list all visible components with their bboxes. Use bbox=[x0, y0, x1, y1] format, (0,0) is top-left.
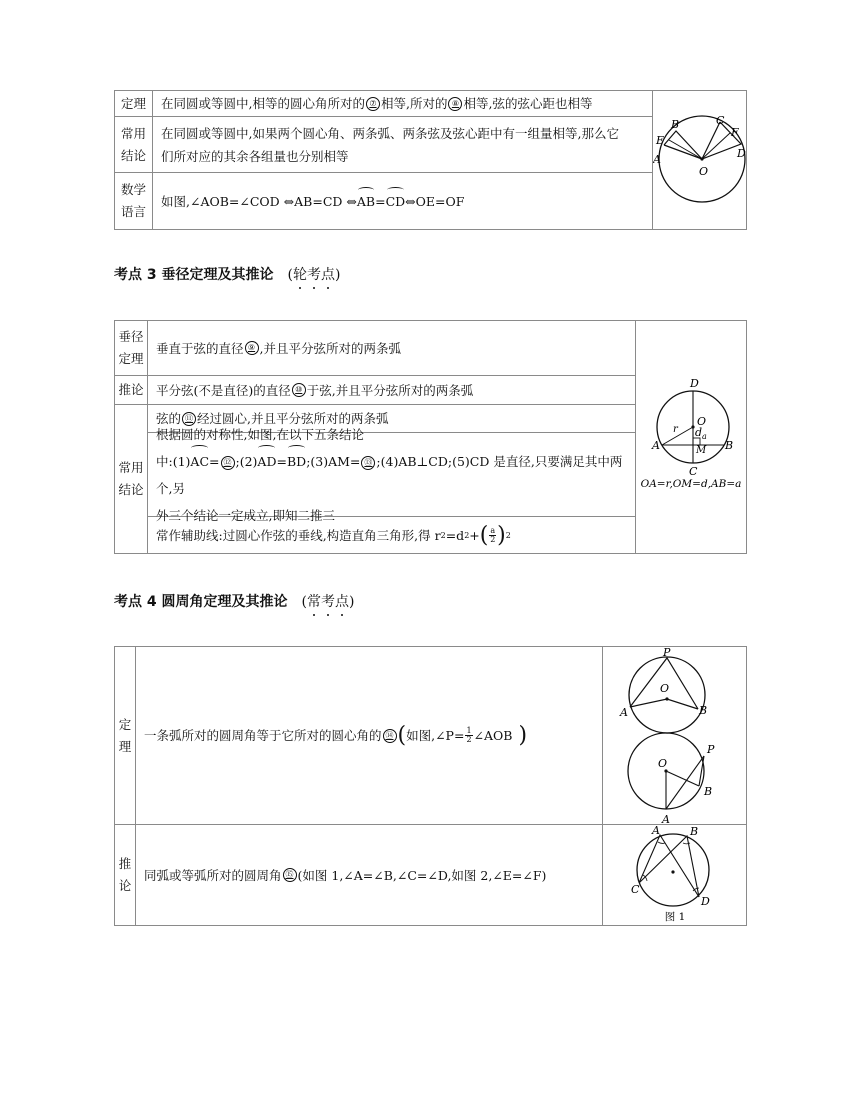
label-B: B bbox=[671, 118, 680, 131]
label-O: O bbox=[699, 165, 709, 178]
label-C: C bbox=[716, 114, 725, 127]
blank-10: ⑩ bbox=[292, 383, 306, 397]
blank-13: ⑬ bbox=[361, 456, 375, 470]
blank-14: ⑭ bbox=[383, 729, 397, 743]
blank-9: ⑨ bbox=[245, 341, 259, 355]
figure-inscribed-theorem bbox=[603, 647, 746, 825]
label-E: E bbox=[656, 134, 665, 147]
section-4-heading: 考点 4 圆周角定理及其推论 (常考点) bbox=[114, 591, 354, 611]
conclusion-sub3: 常作辅助线:过圆心作弦的垂线,构造直角三角形,得 r 2 =d 2 + ( $\frac{a}{2}$ ) 2 bbox=[148, 517, 636, 553]
fig3-label-D: D bbox=[701, 895, 710, 908]
inscribed-theorem-text: 一条弧所对的圆周角等于它所对的圆心角的 ⑭ ( 如图,∠P= $\frac{1}{2}$ ∠AOB ) bbox=[136, 647, 603, 825]
row-label-inference: 推论 bbox=[115, 376, 148, 405]
conclusion-sub1: 弦的 ⑪ 经过圆心,并且平分弦所对的两条弧 bbox=[148, 405, 636, 433]
section-3-heading: 考点 3 垂径定理及其推论 (轮考点) bbox=[114, 264, 340, 284]
blank-8: ⑧ bbox=[448, 97, 462, 111]
label-d: d bbox=[695, 426, 703, 439]
figure-inscribed-inference bbox=[603, 825, 746, 925]
blank-7: ⑦ bbox=[366, 97, 380, 111]
blank-15: ⑮ bbox=[283, 868, 297, 882]
theorem-text: 在同圆或等圆中,相等的圆心角所对的 ⑦ 相等,所对的 ⑧ 相等,弦的弦心距也相等 bbox=[153, 91, 653, 117]
inscribed-angle-table bbox=[114, 646, 747, 926]
row-label-inscribed-theorem: 定 理 bbox=[115, 647, 136, 825]
inscribed-inference-text: 同弧或等弧所对的圆周角 ⑮ (如图 1,∠A=∠B,∠C=∠D,如图 2,∠E=∠F) bbox=[136, 825, 603, 925]
circle-central-angle-diagram bbox=[653, 91, 746, 229]
label-a: a bbox=[702, 432, 707, 441]
fig1-label-O: O bbox=[660, 681, 670, 695]
fig3-label-B: B bbox=[690, 825, 699, 838]
label-F: F bbox=[731, 126, 739, 139]
conclusion-sub2: 根据圆的对称性,如图,在以下五条结论 中:(1)AC= ⑫ ;(2)AD=BD;(3)AM= ⑬ ;(4)AB⊥CD;(5)CD 是直径,只要满足其中两个,另 外三个结论一定成立,即知二推三 bbox=[148, 433, 636, 517]
fig2-label-P: P bbox=[707, 742, 715, 756]
fig3-caption: 图 1 bbox=[664, 911, 686, 923]
fig3-label-C: C bbox=[631, 883, 640, 896]
row-label-corollary: 常用 结论 bbox=[115, 117, 153, 173]
label-C: C bbox=[689, 465, 698, 478]
fig1-label-B: B bbox=[699, 703, 708, 717]
blank-11: ⑪ bbox=[182, 412, 196, 426]
perpendicular-diameter-table bbox=[114, 320, 747, 554]
label-D: D bbox=[690, 377, 699, 390]
label-r: r bbox=[673, 424, 678, 435]
figure-central-angles bbox=[653, 91, 746, 229]
arc-chord-theorem-table bbox=[114, 90, 747, 230]
row-label-inscribed-inference: 推 论 bbox=[115, 825, 136, 925]
fig3-label-A: A bbox=[652, 825, 660, 837]
label-A: A bbox=[652, 439, 660, 452]
math-language-text: 如图,∠AOB=∠COD ⇔AB=CD ⇔ AB = CD ⇔OE=OF bbox=[153, 173, 653, 229]
label-A: A bbox=[653, 153, 661, 166]
row-label-theorem: 定理 bbox=[115, 91, 153, 117]
fig2-label-A: A bbox=[662, 812, 670, 825]
label-M: M bbox=[696, 445, 707, 456]
row-label-common-conclusions: 常用 结论 bbox=[115, 405, 148, 553]
inscribed-angle-diagrams bbox=[603, 647, 746, 825]
perpendicular-diameter-diagram bbox=[636, 321, 746, 553]
fig2-label-B: B bbox=[704, 784, 713, 798]
corollary-text: 在同圆或等圆中,如果两个圆心角、两条弧、两条弦及弦心距中有一组量相等,那么它 们所对应的其余各组量也分别相等 bbox=[153, 117, 653, 173]
inference-text: 平分弦(不是直径)的直径 ⑩ 于弦,并且平分弦所对的两条弧 bbox=[148, 376, 636, 405]
fig1-label-A: A bbox=[620, 705, 628, 719]
blank-12: ⑫ bbox=[221, 456, 235, 470]
row-label-perpendicular-theorem: 垂径 定理 bbox=[115, 321, 148, 376]
figure-caption: OA=r,OM=d,AB=a bbox=[640, 478, 742, 490]
fig2-label-O: O bbox=[658, 756, 668, 770]
label-D: D bbox=[737, 147, 746, 160]
fig1-label-P: P bbox=[663, 646, 671, 659]
row-label-math-language: 数学 语言 bbox=[115, 173, 153, 229]
equal-inscribed-angles-diagram bbox=[603, 825, 746, 925]
figure-perpendicular-diameter bbox=[636, 321, 746, 553]
perpendicular-theorem-text: 垂直于弦的直径 ⑨ ,并且平分弦所对的两条弧 bbox=[148, 321, 636, 376]
label-B: B bbox=[725, 439, 734, 452]
label-O: O bbox=[697, 415, 707, 428]
